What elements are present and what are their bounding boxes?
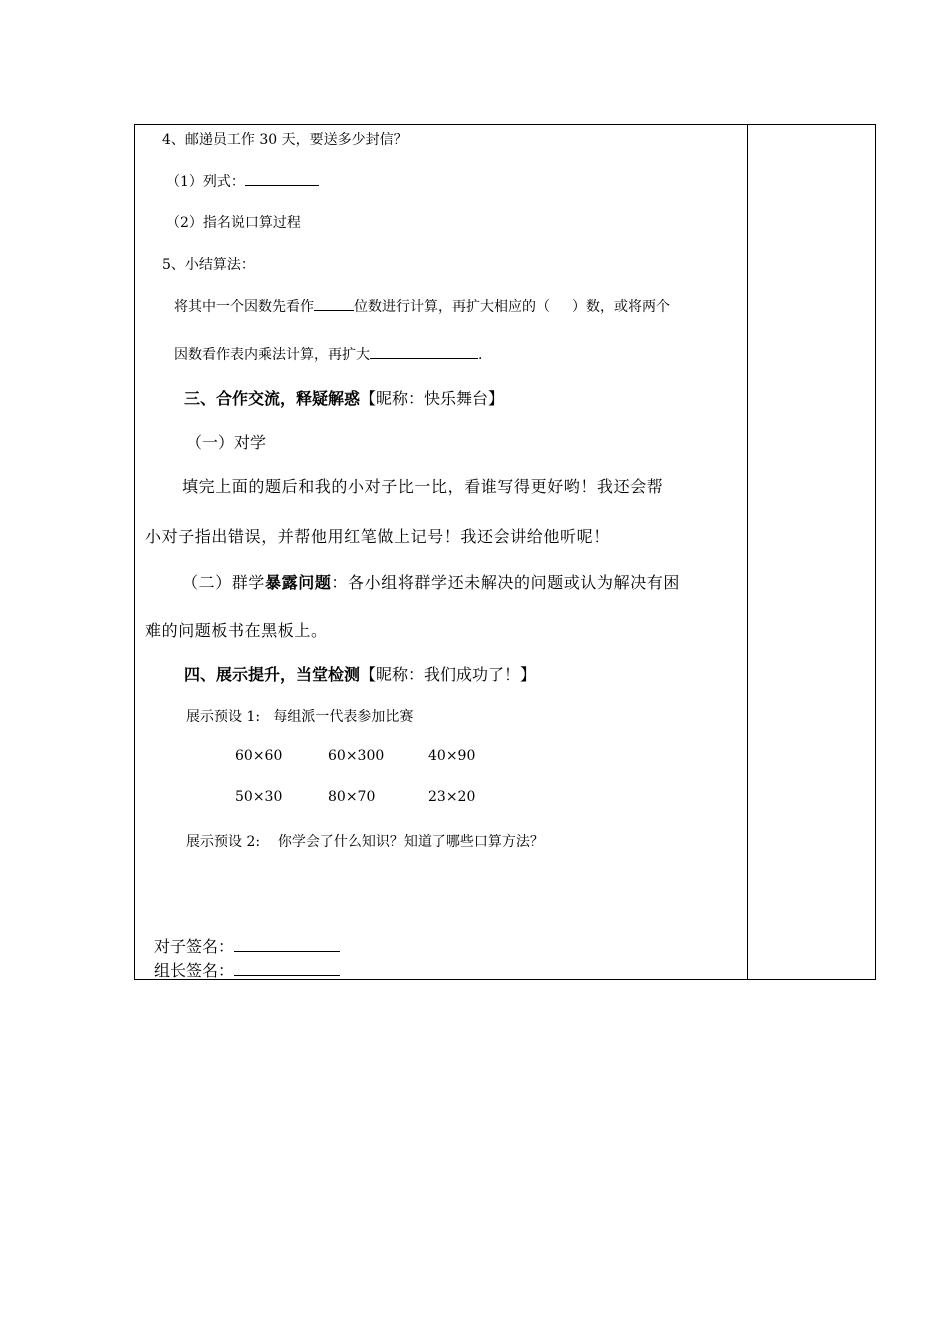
q4-sub1-label: （1）列式： (166, 174, 245, 190)
q5-line2-end: . (478, 347, 483, 363)
section3-heading-bold: 三、合作交流，释疑解惑 (184, 389, 361, 408)
section3-part2-bold: 暴露问题 (265, 573, 332, 592)
section3-part2-rest: ：各小组将群学还未解决的问题或认为解决有困 (331, 573, 681, 592)
problem-item: 60×300 (328, 748, 385, 764)
q5-line2-part-a: 因数看作表内乘法计算，再扩大 (174, 347, 370, 363)
problem-item: 50×30 (235, 789, 283, 805)
preset1: 展示预设 1: 每组派一代表参加比赛 (186, 709, 414, 725)
section3-part1-label: （一）对学 (186, 433, 267, 452)
section3-part1-line2: 小对子指出错误，并帮他用红笔做上记号！我还会讲给他听呢！ (145, 527, 610, 546)
problem-item: 60×60 (235, 748, 283, 764)
leader-signature (154, 958, 340, 981)
partner-signature-label: 对子签名： (154, 937, 235, 956)
answer-blank[interactable] (245, 171, 319, 186)
q4-question: 4、邮递员工作 30 天，要送多少封信？ (162, 132, 408, 148)
q5-line1-part-b: 位数进行计算，再扩大相应的（ (354, 299, 550, 315)
q5-line1-part-a: 将其中一个因数先看作 (174, 299, 314, 315)
worksheet-table (134, 124, 876, 980)
q5-line1 (174, 296, 670, 316)
problem-row-2 (235, 789, 475, 805)
section3-heading (184, 386, 504, 409)
section4-heading-bold: 四、展示提升，当堂检测 (184, 665, 361, 684)
preset2: 展示预设 2: 你学会了什么知识？知道了哪些口算方法？ (186, 834, 544, 850)
partner-signature-field[interactable] (234, 936, 340, 952)
problem-item: 40×90 (428, 748, 476, 764)
section4-heading-nickname: 【昵称：我们成功了！】 (360, 665, 537, 684)
section3-part2-line1 (182, 570, 680, 593)
section3-heading-nickname: 【昵称：快乐舞台】 (360, 389, 505, 408)
section4-heading (184, 662, 536, 685)
leader-signature-label: 组长签名： (154, 961, 235, 980)
problem-item: 23×20 (428, 789, 476, 805)
leader-signature-field[interactable] (234, 960, 340, 976)
q5-line2 (174, 344, 482, 364)
partner-signature (154, 934, 340, 957)
section3-part2-prefix: （二）群学 (182, 573, 266, 592)
problem-row-1 (235, 748, 475, 764)
q5-line1-part-c: ）数，或将两个 (572, 299, 670, 315)
answer-blank[interactable] (314, 296, 354, 311)
section3-part2-line2: 难的问题板书在黑板上。 (145, 621, 328, 640)
answer-blank[interactable] (370, 344, 478, 359)
q4-sub1 (166, 171, 319, 191)
column-divider (747, 125, 748, 979)
problem-item: 80×70 (328, 789, 376, 805)
q5-title: 5、小结算法： (162, 257, 255, 273)
section3-part1-line1: 填完上面的题后和我的小对子比一比，看谁写得更好哟！我还会帮 (182, 477, 664, 496)
q4-sub2: （2）指名说口算过程 (166, 215, 301, 231)
